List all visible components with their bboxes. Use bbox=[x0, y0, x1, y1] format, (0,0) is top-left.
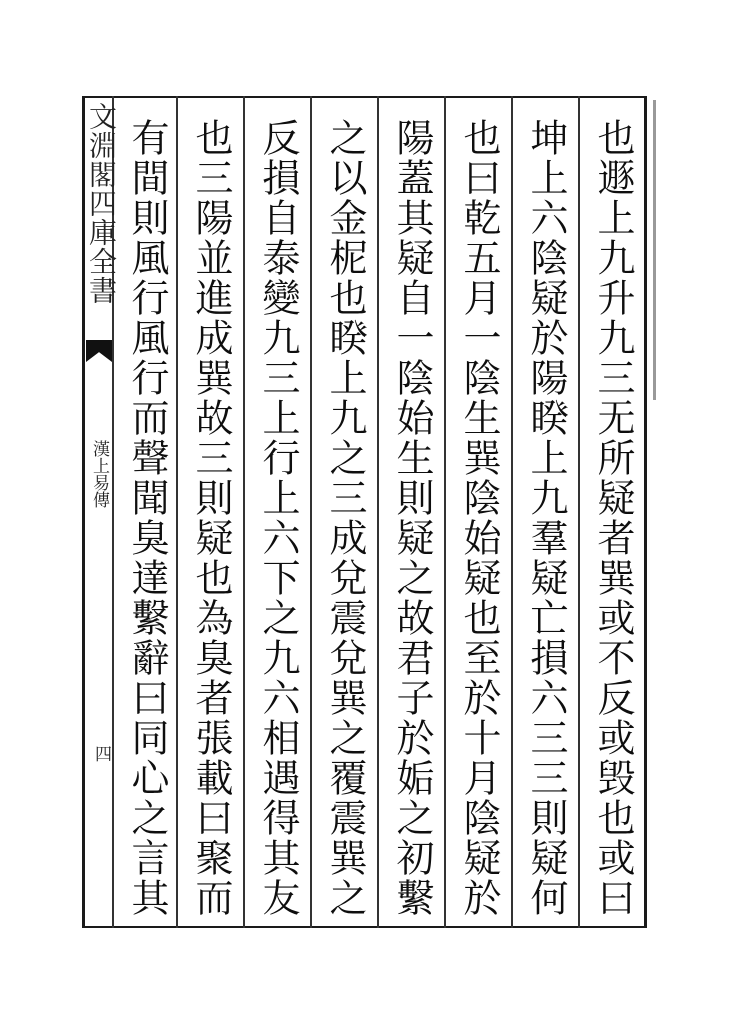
text-column-6: 反損自泰變九三上行上六下之九六相遇得其友 bbox=[256, 118, 300, 918]
text-column-7: 也三陽並進成巽故三則疑也為臭者張載曰聚而 bbox=[189, 118, 233, 918]
text-column-8: 有間則風行風行而聲聞臭達繫辭曰同心之言其 bbox=[125, 118, 169, 918]
column-rule bbox=[511, 96, 513, 928]
page-edge-mark bbox=[653, 100, 656, 400]
column-rule bbox=[310, 96, 312, 928]
text-column-1: 也遯上九升九三无所疑者巽或不反或毁也或曰 bbox=[591, 118, 635, 918]
book-title: 文淵閣四庫全書 bbox=[85, 102, 118, 305]
text-column-3: 也曰乾五月一陰生巽陰始疑也至於十月陰疑於 bbox=[457, 118, 501, 918]
column-rule bbox=[578, 96, 580, 928]
text-column-4: 陽蓋其疑自一陰始生則疑之故君子於姤之初繫 bbox=[390, 118, 434, 918]
column-rule bbox=[444, 96, 446, 928]
sub-title: 漢上易傳 bbox=[89, 440, 109, 508]
text-column-5: 之以金柅也睽上九之三成兌震兌巽之覆震巽之 bbox=[323, 118, 367, 918]
page-number: 四 bbox=[91, 745, 111, 762]
text-column-2: 坤上六陰疑於陽睽上九羣疑亡損六三三則疑何 bbox=[524, 118, 568, 918]
column-rule bbox=[377, 96, 379, 928]
column-rule bbox=[176, 96, 178, 928]
column-rule bbox=[243, 96, 245, 928]
